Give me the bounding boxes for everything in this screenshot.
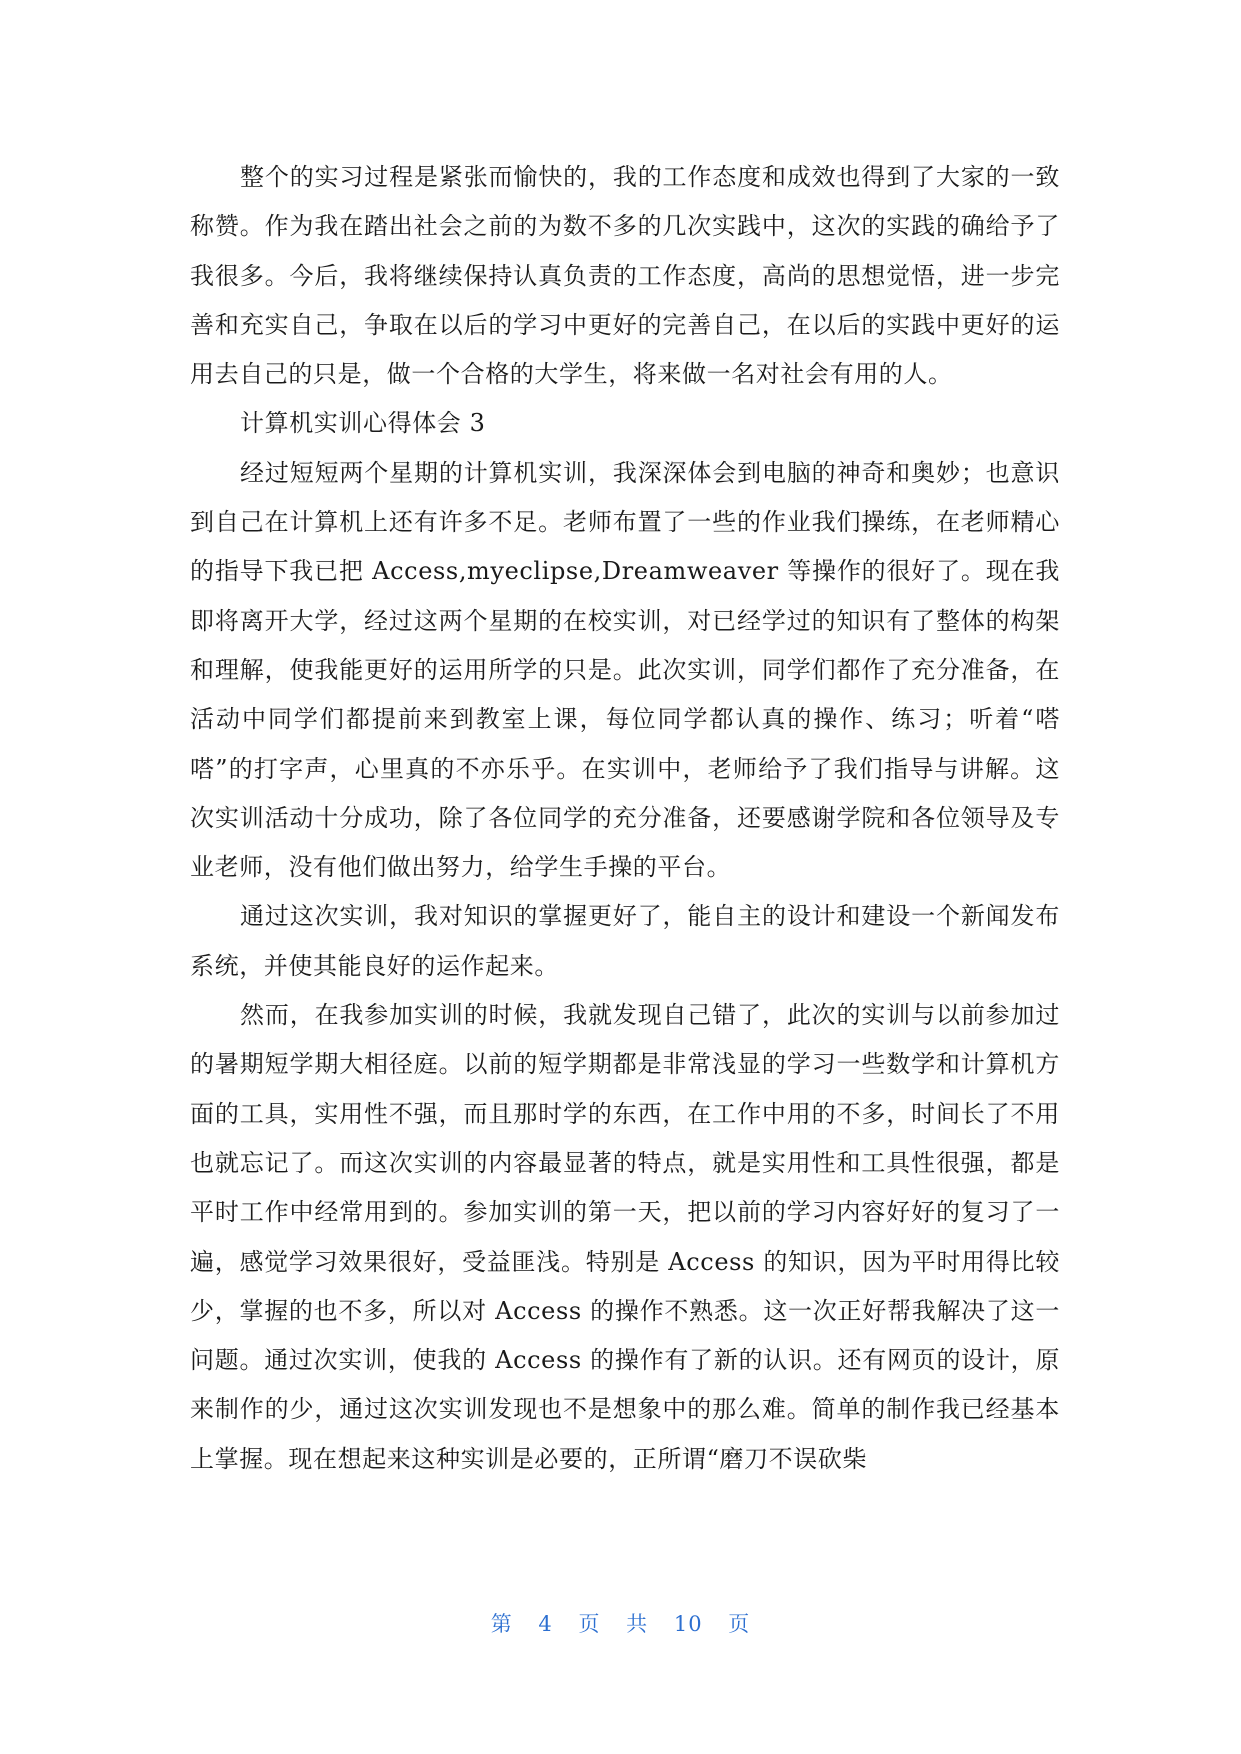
footer-current-page: 4 <box>538 1612 553 1636</box>
footer-ye-end: 页 <box>728 1612 751 1636</box>
page-footer <box>0 1608 1241 1638</box>
paragraph-3: 通过这次实训，我对知识的掌握更好了，能自主的设计和建设一个新闻发布系统，并使其能良好的运作起来。 <box>190 902 1060 980</box>
paragraph-4: 然而，在我参加实训的时候，我就发现自己错了，此次的实训与以前参加过的暑期短学期大相径庭。以前的短学期都是非常浅显的学习一些数学和计算机方面的工具，实用性不强，而且那时学的东西，在工作中用的不多，时间长了不用也就忘记了。而这次实训的内容最显著的特点，就是实用性和工具性很强，都是平时工作中经常用到的。参加实训的第一天，把以前的学习内容好好的复习了一遍，感觉学习效果很好，受益匪浅。特别是 Access 的知识，因为平时用得比较少，掌握的也不多，所以对 Access 的操作不熟悉。这一次正好帮我解决了这一问题。通过次实训，使我的 Access 的操作有了新的认识。还有网页的设计，原来制作的少，通过这次实训发现也不是想象中的那么难。简单的制作我已经基本上掌握。现在想起来这种实训是必要的，正所谓“磨刀不误砍柴 <box>190 1001 1060 1473</box>
section-heading: 计算机实训心得体会 3 <box>240 409 486 438</box>
footer-gong: 共 <box>626 1612 649 1636</box>
footer-ye: 页 <box>578 1612 601 1636</box>
document-body <box>190 153 1060 1484</box>
footer-total-pages: 10 <box>673 1612 703 1636</box>
paragraph-2: 经过短短两个星期的计算机实训，我深深体会到电脑的神奇和奥妙；也意识到自己在计算机上还有许多不足。老师布置了一些的作业我们操练，在老师精心的指导下我已把 Access,myeclipse,Dreamweaver 等操作的很好了。现在我即将离开大学，经过这两个星期的在校实训，对已经学过的知识有了整体的构架和理解，使我能更好的运用所学的只是。此次实训，同学们都作了充分准备，在活动中同学们都提前来到教室上课，每位同学都认真的操作、练习；听着“嗒嗒”的打字声，心里真的不亦乐乎。在实训中，老师给予了我们指导与讲解。这次实训活动十分成功，除了各位同学的充分准备，还要感谢学院和各位领导及专业老师，没有他们做出努力，给学生手操的平台。 <box>190 458 1060 882</box>
paragraph-1: 整个的实习过程是紧张而愉快的，我的工作态度和成效也得到了大家的一致称赞。作为我在踏出社会之前的为数不多的几次实践中，这次的实践的确给予了我很多。今后，我将继续保持认真负责的工作态度，高尚的思想觉悟，进一步完善和充实自己，争取在以后的学习中更好的完善自己，在以后的实践中更好的运用去自己的只是，做一个合格的大学生，将来做一名对社会有用的人。 <box>190 163 1060 389</box>
footer-di: 第 <box>490 1612 513 1636</box>
